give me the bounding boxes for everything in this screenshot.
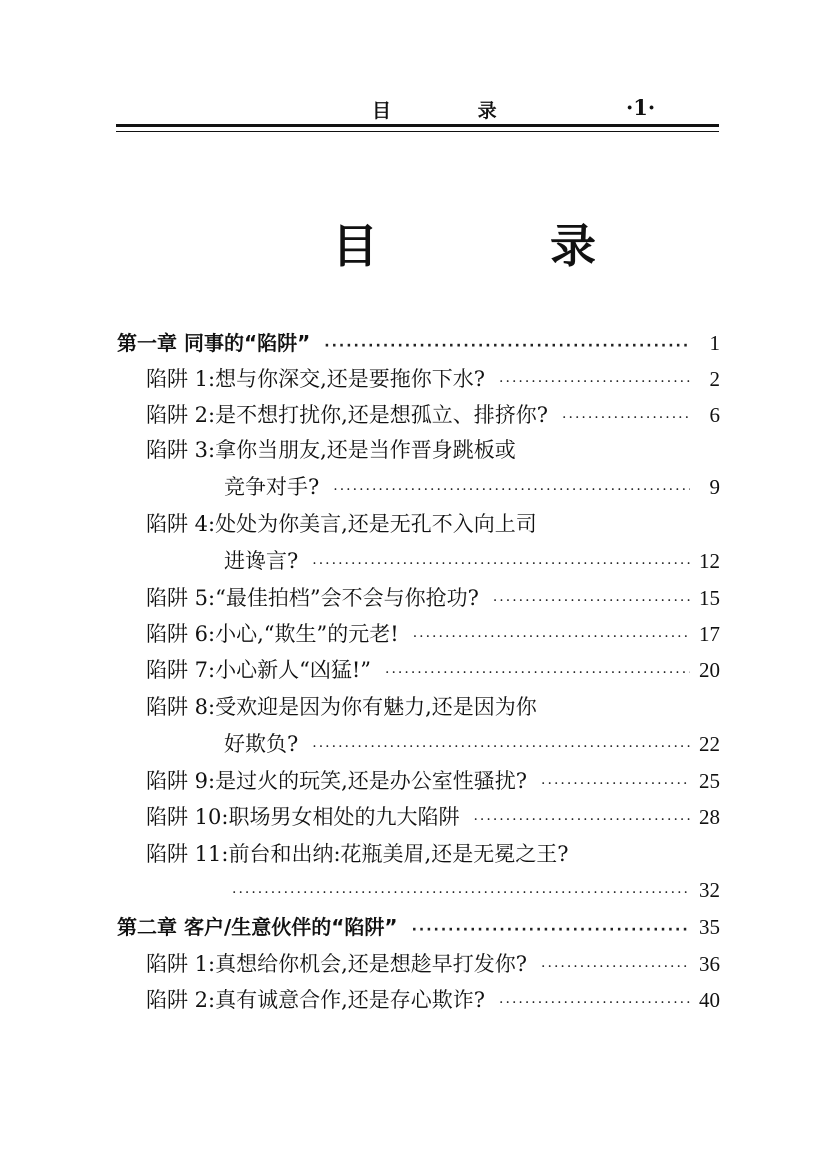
toc-entry-1-2[interactable] — [146, 399, 720, 431]
toc-page-number: 17 — [699, 622, 720, 646]
toc-chapter-2[interactable] — [117, 911, 720, 943]
toc-entry-1-6[interactable] — [146, 618, 720, 650]
toc-entry-1-7[interactable] — [146, 654, 720, 686]
toc-entry-label: 进谗言? — [224, 549, 299, 573]
running-header-title: 目 录 — [372, 100, 537, 122]
toc-entry-label: 陷阱 2:是不想打扰你,还是想孤立、排挤你? — [146, 403, 549, 427]
toc-entry-1-8-line1[interactable]: 陷阱 8:受欢迎是因为你有魅力,还是因为你 — [146, 695, 537, 719]
toc-page-number: 20 — [699, 658, 720, 682]
toc-entry-label: 好欺负? — [224, 732, 299, 756]
toc-leader-dots — [493, 585, 690, 617]
toc-entry-1-11[interactable] — [232, 874, 720, 906]
toc-leader-dots — [333, 474, 690, 506]
toc-entry-1-3-line1[interactable]: 陷阱 3:拿你当朋友,还是当作晋身跳板或 — [146, 438, 516, 462]
toc-page-number: 40 — [699, 988, 720, 1012]
toc-entry-1-4-line1[interactable]: 陷阱 4:处处为你美言,还是无孔不入向上司 — [146, 512, 537, 536]
toc-entry-label: 竞争对手? — [224, 475, 320, 499]
header-rule-thin — [116, 131, 719, 132]
toc-entry-label: 陷阱 2:真有诚意合作,还是存心欺诈? — [146, 988, 486, 1012]
toc-leader-dots — [499, 987, 690, 1019]
toc-leader-dots — [562, 402, 690, 434]
running-header-page-number: ·1· — [626, 95, 656, 120]
toc-chapter-label: 第一章 同事的“陷阱” — [117, 331, 311, 355]
toc-entry-1-3[interactable] — [224, 471, 720, 503]
toc-page-number: 9 — [709, 475, 720, 499]
toc-leader-dots — [541, 951, 690, 983]
toc-leader-dots — [541, 768, 690, 800]
toc-entry-2-2[interactable] — [146, 984, 720, 1016]
toc-leader-dots — [232, 877, 690, 909]
toc-chapter-label: 第二章 客户/生意伙伴的“陷阱” — [117, 915, 398, 939]
toc-page-number: 32 — [699, 878, 720, 902]
toc-chapter-1[interactable] — [117, 327, 720, 359]
toc-leader-dots — [473, 804, 690, 836]
toc-page-number: 35 — [699, 915, 720, 939]
toc-entry-1-4[interactable] — [224, 545, 720, 577]
toc-page-number: 1 — [709, 331, 720, 355]
toc-entry-label: 陷阱 1:想与你深交,还是要拖你下水? — [146, 367, 486, 391]
toc-leader-dots — [312, 731, 690, 763]
toc-leader-dots — [413, 621, 690, 653]
toc-entry-1-10[interactable] — [146, 801, 720, 833]
toc-leader-dots — [412, 914, 690, 946]
toc-entry-label: 陷阱 9:是过火的玩笑,还是办公室性骚扰? — [146, 769, 528, 793]
toc-entry-1-9[interactable] — [146, 765, 720, 797]
toc-page-number: 25 — [699, 769, 720, 793]
toc-page-number: 36 — [699, 952, 720, 976]
toc-page-number: 6 — [709, 403, 720, 427]
toc-entry-label: 陷阱 6:小心,“欺生”的元老! — [146, 622, 399, 646]
header-rule-thick — [116, 124, 719, 127]
toc-entry-2-1[interactable] — [146, 948, 720, 980]
toc-entry-label: 陷阱 7:小心新人“凶猛!” — [146, 658, 372, 682]
toc-leader-dots — [385, 657, 690, 689]
toc-entry-1-5[interactable] — [146, 582, 720, 614]
toc-page-number: 2 — [709, 367, 720, 391]
toc-leader-dots — [324, 330, 690, 362]
toc-leader-dots — [312, 548, 690, 580]
toc-page-number: 12 — [699, 549, 720, 573]
toc-page-number: 28 — [699, 805, 720, 829]
toc-entry-1-1[interactable] — [146, 363, 720, 395]
toc-entry-label: 陷阱 10:职场男女相处的九大陷阱 — [146, 805, 460, 829]
toc-entry-label: 陷阱 5:“最佳拍档”会不会与你抢功? — [146, 586, 479, 610]
toc-entry-1-11-line1[interactable]: 陷阱 11:前台和出纳:花瓶美眉,还是无冕之王? — [146, 842, 569, 866]
toc-page-number: 22 — [699, 732, 720, 756]
toc-entry-1-8[interactable] — [224, 728, 720, 760]
toc-entry-label: 陷阱 1:真想给你机会,还是想趁早打发你? — [146, 952, 528, 976]
page-title: 目 录 — [332, 219, 675, 273]
toc-page-number: 15 — [699, 586, 720, 610]
toc-leader-dots — [499, 366, 690, 398]
